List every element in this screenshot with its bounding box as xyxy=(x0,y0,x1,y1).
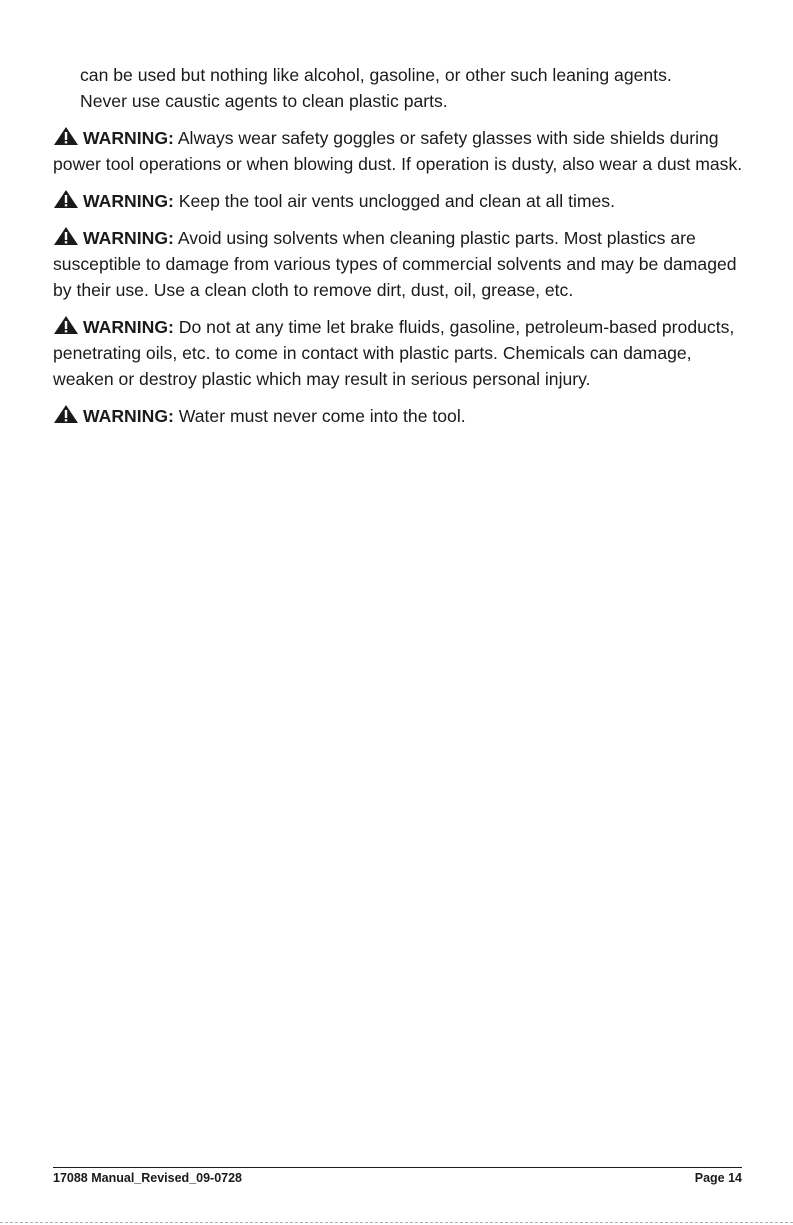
page-footer xyxy=(53,1167,742,1185)
warning-paragraph xyxy=(53,314,743,392)
warning-heading xyxy=(53,228,174,248)
warning-paragraph xyxy=(53,225,743,303)
page-content xyxy=(0,62,793,429)
warning-text: Keep the tool air vents unclogged and clean at all times. xyxy=(178,191,615,211)
warning-text: Water must never come into the tool. xyxy=(178,406,466,426)
intro-paragraph xyxy=(80,62,740,114)
warning-triangle-icon xyxy=(53,315,79,335)
warning-label: WARNING: xyxy=(83,191,174,211)
warning-text: Do not at any time let brake fluids, gasoline, petroleum-based products, penetrating oils, etc. to come in contact with plastic parts. Chemicals can damage, weaken or destroy plastic which may result in serious personal injury. xyxy=(53,317,735,389)
warning-label: WARNING: xyxy=(83,228,174,248)
warning-label: WARNING: xyxy=(83,406,174,426)
warning-heading xyxy=(53,406,174,426)
warning-heading xyxy=(53,128,174,148)
warning-heading xyxy=(53,317,174,337)
page-number: Page 14 xyxy=(694,1171,742,1185)
warning-triangle-icon xyxy=(53,189,79,209)
intro-line: can be used but nothing like alcohol, gasoline, or other such leaning agents. xyxy=(80,65,672,85)
warning-triangle-icon xyxy=(53,126,79,146)
warning-text: Avoid using solvents when cleaning plastic parts. Most plastics are susceptible to damage from various types of commercial solvents and may be damaged by their use. Use a clean cloth to remove dirt, dust, oil, grease, etc. xyxy=(53,228,737,300)
warning-triangle-icon xyxy=(53,404,79,424)
warning-paragraph xyxy=(53,403,743,429)
page-bottom-edge xyxy=(0,1222,793,1223)
intro-line: Never use caustic agents to clean plastic parts. xyxy=(80,91,448,111)
warning-heading xyxy=(53,191,174,211)
document-id: 17088 Manual_Revised_09-0728 xyxy=(53,1171,243,1185)
warning-paragraph xyxy=(53,188,743,214)
warning-label: WARNING: xyxy=(83,128,174,148)
warning-paragraph xyxy=(53,125,743,177)
warning-triangle-icon xyxy=(53,226,79,246)
warning-label: WARNING: xyxy=(83,317,174,337)
warning-text: Always wear safety goggles or safety glasses with side shields during power tool operations or when blowing dust. If operation is dusty, also wear a dust mask. xyxy=(53,128,743,174)
